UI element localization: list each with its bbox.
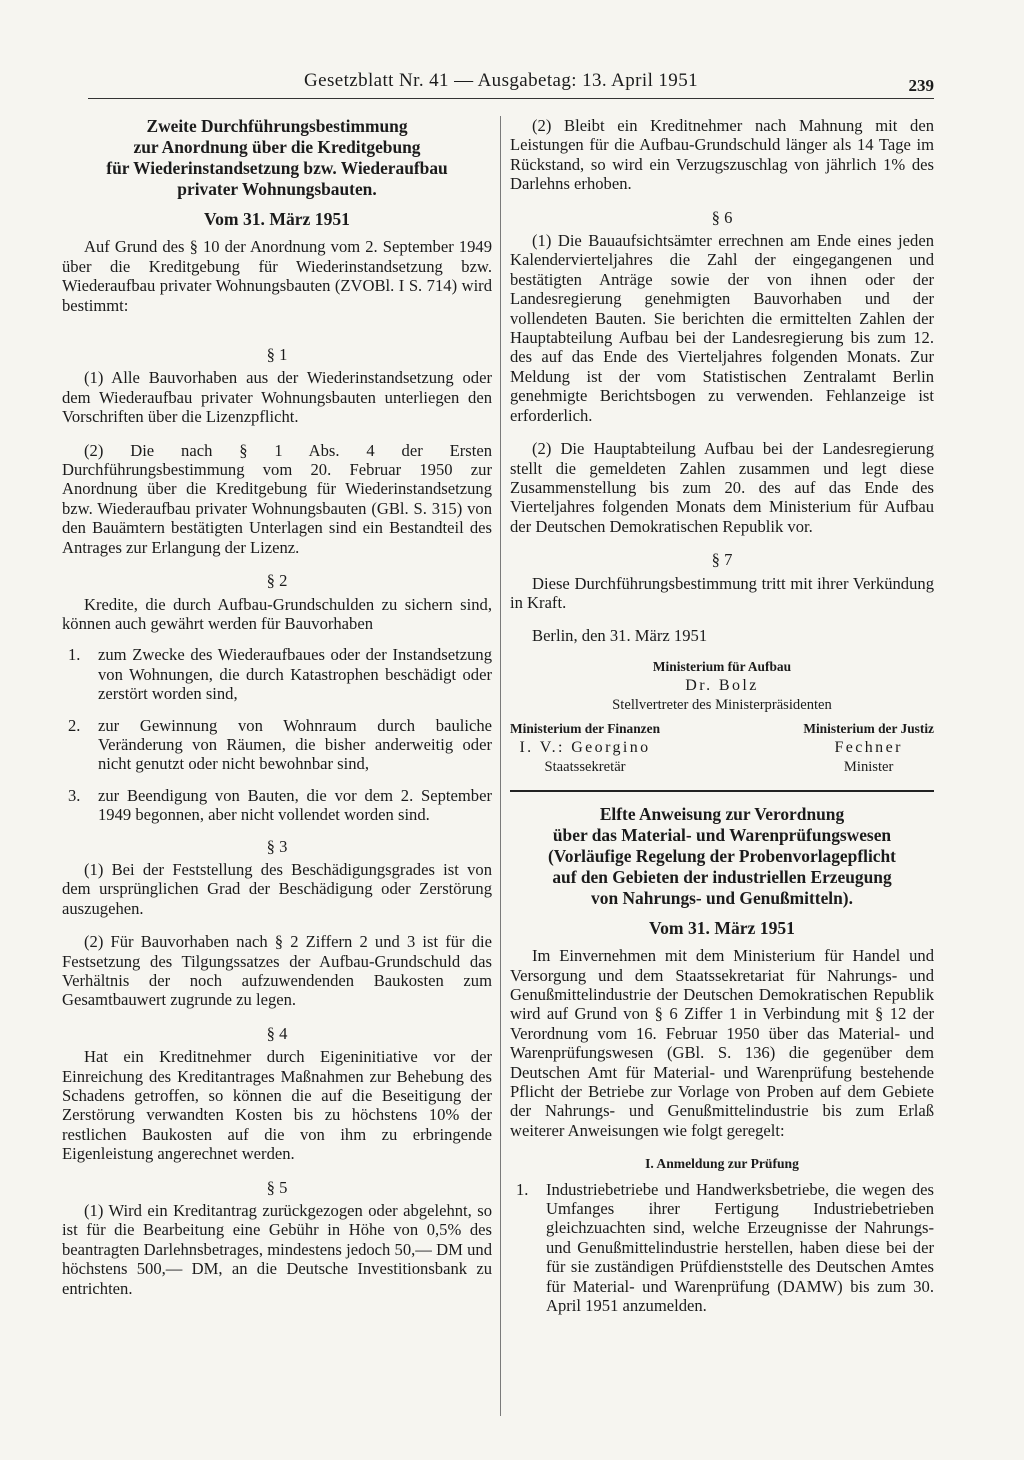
list-item [62,786,492,825]
page-number: 239 [908,76,934,95]
section-6-paragraph-1: (1) Die Bauaufsichtsämter errechnen am Ende eines jeden Kalendervierteljahres die Zahl der eingegangenen und bestätigten Anträge sowie der von ihnen oder der Landesregierung genehmigten Bauvorhaben und der vollendeten Bauten. Sie berichten die ermittelten Zahlen der Hauptabteilung Aufbau bei der Landesregierung bis zum 12. des auf das Ende des Vierteljahres folgenden Monats. Zur Meldung ist der vom Statistischen Zentralamt Berlin genehmigte Berichtsbogen zu verwenden. Fehlanzeige ist erforderlich. [510,231,934,425]
list-number: 1. [516,1179,529,1199]
column-divider [500,116,501,1416]
list-text: Industriebetriebe und Handwerksbetriebe, die wegen des Umfanges ihrer Fertigung Industriebetrieben gleichzuachten sind, welche Erzeugnisse der Nahrungs- und Genußmittelindustrie herstellen, haben diese bei der für sie zuständigen Prüfdienststelle des Deutschen Amtes für Material- und Warenprüfung (DAMW) bis zum 30. April 1951 anzumelden. [546,1179,934,1316]
document-date: Vom 31. März 1951 [204,209,350,229]
section-1-paragraph-2: (2) Die nach § 1 Abs. 4 der Ersten Durchführungsbestimmung vom 20. Februar 1950 zur Anordnung über die Kreditgebung für Wiederinstandsetzung bzw. Wiederaufbau privater Wohnungsbauten (GBl. S. 315) von den Bauämtern bestätigten Unterlagen sind ein Bestandteil des Antrages zur Erlangung der Lizenz. [62,440,492,557]
title-line: für Wiederinstandsetzung bzw. Wiederaufbau [106,158,448,178]
list-number: 2. [68,715,81,735]
signatory-name: Fechner [834,738,903,756]
list-text: zur Beendigung von Bauten, die vor dem 2. September 1949 begonnen, aber nicht vollendet worden sind. [98,785,492,825]
section-3-paragraph-2: (2) Für Bauvorhaben nach § 2 Ziffern 2 und 3 ist für die Festsetzung des Tilgungssatzes der Aufbau-Grundschuld das Verhältnis der noch aufzuwendenden Baukosten zum Gesamtbauwert zugrunde zu legen. [62,932,492,1010]
section-4-paragraph: Hat ein Kreditnehmer durch Eigeninitiative vor der Einreichung des Kreditantrages Maßnahmen zur Behebung des Schadens getroffen, so können die auf die Beseitigung der Zerstörung verwandten Kosten bis zu höchstens 10% der restlichen Baukosten auf die von ihm zu erbringende Eigenleistung angerechnet werden. [62,1047,492,1164]
signatory-role: Stellvertreter des Ministerpräsidenten [612,696,832,713]
list-item [62,645,492,703]
section-1-paragraph-1: (1) Alle Bauvorhaben aus der Wiederinstandsetzung oder dem Wiederaufbau privater Wohnungsbauten unterliegen den Vorschriften über die Lizenzpflicht. [62,368,492,427]
section-i-heading: I. Anmeldung zur Prüfung [645,1156,799,1172]
ministry-name: Ministerium der Finanzen [510,720,661,736]
section-2-list [62,645,492,824]
document-title [62,116,492,200]
list-number: 1. [68,645,81,665]
section-6-heading: § 6 [711,207,733,227]
title-line: von Nahrungs- und Genußmitteln). [591,887,853,908]
section-5-paragraph-1: (1) Wird ein Kreditantrag zurückgezogen oder abgelehnt, so ist für die Bearbeitung eine Gebühr in Höhe von 0,5% des beantragten Darlehnsbetrages, mindestens jedoch 50,— DM und höchstens 500,— DM, an die Deutsche Investitionsbank zu entrichten. [62,1201,492,1298]
signature-justiz [803,720,934,776]
right-column [510,116,934,1327]
section-6-paragraph-2: (2) Die Hauptabteilung Aufbau bei der Landesregierung stellt die gemeldeten Zahlen zusammen und legt diese Zusammenstellung bis zum 20. des auf das Ende des Vierteljahres folgenden Monats dem Ministerium für Aufbau der Deutschen Demokratischen Republik vor. [510,439,934,536]
section-rule [510,790,934,792]
title-line: privater Wohnungsbauten. [177,179,377,199]
title-line: zur Anordnung über die Kreditgebung [133,137,421,157]
list-number: 3. [68,785,81,805]
list-text: zum Zwecke des Wiederaufbaues oder der Instandsetzung von Wohnungen, die durch Katastrophen beschädigt oder zerstört worden sind, [98,645,492,704]
section-2-intro: Kredite, die durch Aufbau-Grundschulden zu sichern sind, können auch gewährt werden für Bauvorhaben [62,594,492,633]
second-intro: Im Einvernehmen mit dem Ministerium für Handel und Versorgung und dem Staatssekretariat für Nahrungs- und Genußmittelindustrie der Deutschen Demokratischen Republik wird auf Grund von § 6 Ziffer 1 in Verbindung mit § 12 der Verordnung vom 16. Februar 1950 über das Material- und Warenprüfungswesen (GBl. S. 136) die gegenüber dem Deutschen Amt für Material- und Warenprüfung bestehende Pflicht der Betriebe zur Vorlage von Proben auf dem Gebiete der Nahrungs- und Genußmittelindustrie bis zum Erlaß weiterer Anweisungen wie folgt geregelt: [510,946,934,1140]
second-title [510,804,934,909]
section-5-paragraph-2: (2) Bleibt ein Kreditnehmer nach Mahnung mit den Leistungen für die Aufbau-Grundschuld länger als 14 Tage im Rückstand, so wird ein Verzugszuschlag von jährlich 1% des Darlehns erhoben. [510,116,934,194]
list-text: zur Gewinnung von Wohnraum durch bauliche Veränderung von Räumen, die bisher anderweitig oder nicht genutzt oder nicht bewohnbar sind, [98,715,492,774]
signatory-name: I. V.: Georgino [519,738,651,756]
second-date: Vom 31. März 1951 [649,917,795,938]
signatory-role: Minister [843,758,894,775]
preamble: Auf Grund des § 10 der Anordnung vom 2. September 1949 über die Kreditgebung für Wiederinstandsetzung bzw. Wiederaufbau privater Wohnungsbauten (ZVOBl. I S. 714) wird bestimmt: [62,237,492,315]
running-title: Gesetzblatt Nr. 41 — Ausgabetag: 13. April 1951 [304,70,698,91]
signatory-role: Staatssekretär [544,758,626,775]
section-4-heading: § 4 [266,1023,288,1043]
ministry-name: Ministerium für Aufbau [652,658,792,674]
section-3-heading: § 3 [266,836,288,856]
title-line: über das Material- und Warenprüfungswesen [552,824,892,845]
signature-row [510,720,934,776]
signatory-name: Dr. Bolz [685,676,759,694]
list-item [62,716,492,774]
left-column [62,116,492,1298]
ministry-name: Ministerium der Justiz [803,720,934,736]
title-line: Elfte Anweisung zur Verordnung [599,803,845,824]
list-item [510,1180,934,1316]
section-3-paragraph-1: (1) Bei der Feststellung des Beschädigungsgrades ist von dem ursprünglichen Grad der Beschädigung oder Zerstörung auszugehen. [62,859,492,918]
section-7-heading: § 7 [711,550,733,570]
title-line: (Vorläufige Regelung der Probenvorlagepflicht [548,845,896,866]
section-7-paragraph: Diese Durchführungsbestimmung tritt mit ihrer Verkündung in Kraft. [510,573,934,612]
section-5-heading: § 5 [266,1177,288,1197]
signature-aufbau [510,658,934,714]
section-1-heading: § 1 [266,345,288,365]
title-line: Zweite Durchführungsbestimmung [146,116,408,136]
title-line: auf den Gebieten der industriellen Erzeugung [552,866,892,887]
running-header [88,66,934,99]
place-date: Berlin, den 31. März 1951 [532,626,708,646]
signature-finanzen [510,720,660,776]
section-2-heading: § 2 [266,571,288,591]
